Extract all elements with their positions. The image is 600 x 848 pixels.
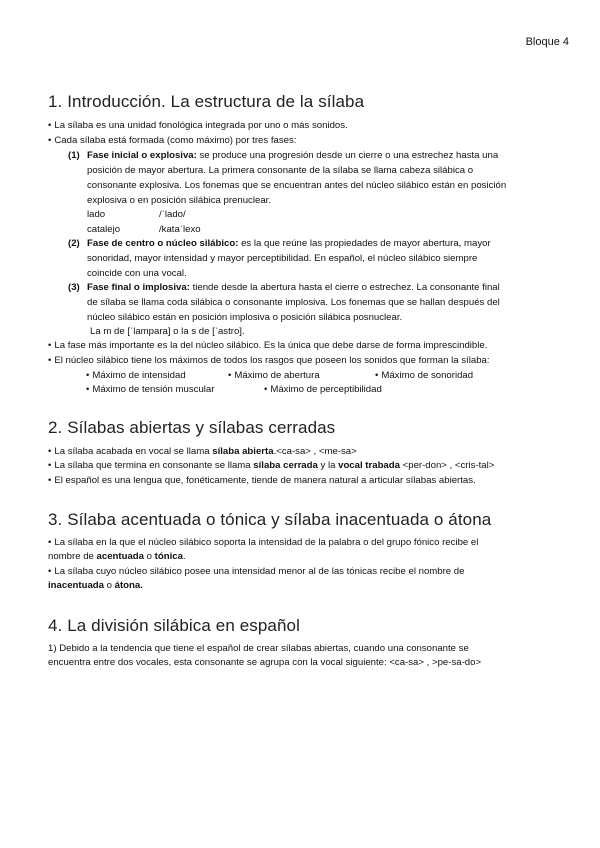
- phase-3-number: (3): [68, 282, 80, 293]
- phase-3-line-2: de sílaba se llama coda silábica o consonante implosiva. Los fonemas que se hallan después del: [87, 297, 500, 308]
- s4-paragraph-line-2: encuentra entre dos vocales, esta consonante se agrupa con la vocal siguiente: <ca-sa> , >pe-sa-do>: [48, 657, 482, 668]
- example-word-1: lado: [87, 209, 106, 220]
- phase-3-line-1: Fase final o implosiva: tiende desde la abertura hasta el cierre o estrechez. La consonante final: [87, 282, 500, 293]
- s2-bullet-2: • La sílaba que termina en consonante se llama sílaba cerrada y la vocal trabada <per-don> , <cris-tal>: [48, 460, 494, 472]
- example-word-2: catalejo: [87, 224, 121, 235]
- phase-1-line-3: consonante explosiva. Los fonemas que se encuentran antes del núcleo silábico están en posición: [87, 180, 507, 191]
- block-label: Bloque 4: [525, 36, 569, 48]
- s3-bullet-1-line-2: nombre de acentuada o tónica.: [48, 551, 186, 562]
- s3-bullet-1-line-1: • La sílaba en la que el núcleo silábico soporta la intensidad de la palabra o del grupo fónico recibe el: [48, 537, 478, 549]
- phase-3-line-3: núcleo silábico están en posición implosiva o posición silábica posnuclear.: [87, 312, 403, 323]
- phase-2-number: (2): [68, 238, 80, 249]
- phase-3-line-4: La m de [ˈlampara] o la s de [ˈastro].: [90, 326, 245, 337]
- section-3-title: 3. Sílaba acentuada o tónica y sílaba inacentuada o átona: [48, 510, 492, 529]
- phase-1-line-1: Fase inicial o explosiva: se produce una progresión desde un cierre o una estrechez hasta una: [87, 150, 499, 161]
- s4-paragraph-line-1: 1) Debido a la tendencia que tiene el español de crear sílabas abiertas, cuando una consonante se: [48, 643, 469, 654]
- phase-1-number: (1): [68, 150, 80, 161]
- example-ipa-2: /kataˈlexo: [159, 224, 201, 235]
- s2-bullet-1: • La sílaba acabada en vocal se llama sílaba abierta.<ca-sa> , <me-sa>: [48, 446, 357, 458]
- s3-bullet-2-line-1: • La sílaba cuyo núcleo silábico posee una intensidad menor al de las tónicas recibe el nombre de: [48, 566, 464, 578]
- s2-bullet-3: • El español es una lengua que, fonéticamente, tiende de manera natural a articular sílabas abiertas.: [48, 475, 476, 487]
- phase-1-line-2: posición de mayor abertura. La primera consonante de la sílaba se llama cabeza silábica o: [87, 165, 474, 176]
- phase-2-line-2: sonoridad, mayor intensidad y mayor perceptibilidad. En español, el núcleo silábico siempre: [87, 253, 478, 264]
- phase-1-line-4: explosiva o en posición silábica prenuclear.: [87, 195, 271, 206]
- section-1-title: 1. Introducción. La estructura de la sílaba: [48, 92, 365, 111]
- s1-bullet-1: • La sílaba es una unidad fonológica integrada por uno o más sonidos.: [48, 120, 348, 132]
- s1-bullet-4: • El núcleo silábico tiene los máximos de todos los rasgos que poseen los sonidos que forman la sílaba:: [48, 355, 490, 367]
- max-item-intensidad: • Máximo de intensidad: [86, 370, 186, 382]
- section-2-title: 2. Sílabas abiertas y sílabas cerradas: [48, 418, 336, 437]
- max-item-sonoridad: • Máximo de sonoridad: [375, 370, 473, 382]
- max-item-tension: • Máximo de tensión muscular: [86, 384, 214, 396]
- max-item-abertura: • Máximo de abertura: [228, 370, 320, 382]
- phase-2-line-1: Fase de centro o núcleo silábico: es la que reúne las propiedades de mayor abertura, mayor: [87, 238, 491, 249]
- phase-2-line-3: coincide con una vocal.: [87, 268, 187, 279]
- s3-bullet-2-line-2: inacentuada o átona.: [48, 580, 143, 591]
- example-ipa-1: /ˈlado/: [159, 209, 186, 220]
- s1-bullet-2: • Cada sílaba está formada (como máximo) por tres fases:: [48, 135, 296, 147]
- s1-bullet-3: • La fase más importante es la del núcleo silábico. Es la única que debe darse de forma imprescindible.: [48, 340, 487, 352]
- section-4-title: 4. La división silábica en español: [48, 616, 300, 635]
- max-item-perceptibilidad: • Máximo de perceptibilidad: [264, 384, 382, 396]
